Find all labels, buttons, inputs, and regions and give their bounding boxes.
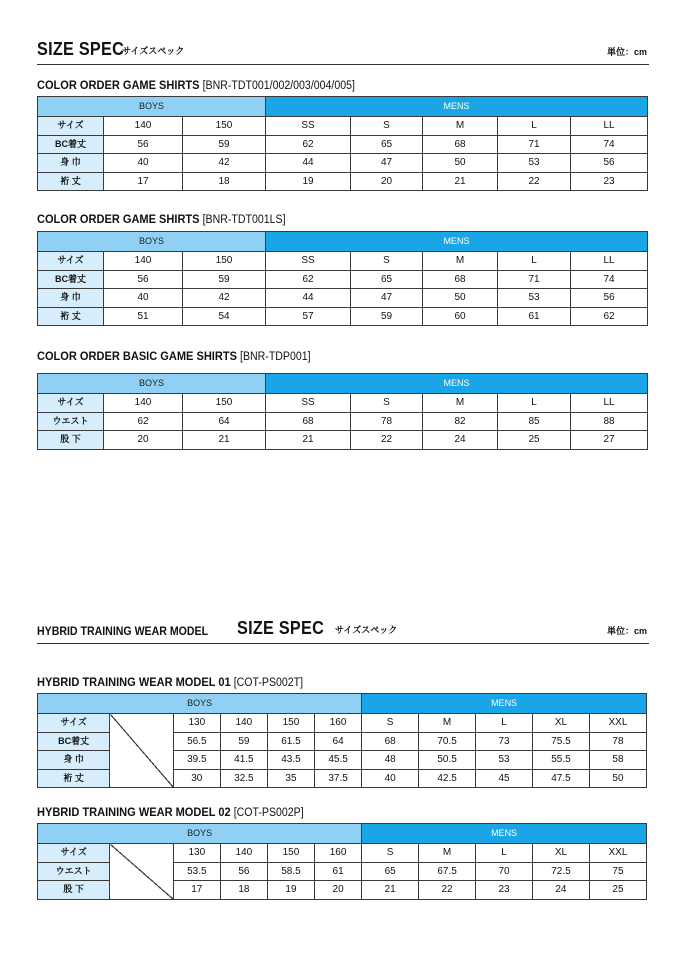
cell: 140 bbox=[104, 252, 183, 271]
boys-header: BOYS bbox=[38, 824, 362, 844]
cell: S bbox=[351, 252, 423, 271]
cell: 59 bbox=[183, 135, 266, 154]
cell: 32.5 bbox=[220, 769, 267, 788]
page-title: SIZE SPEC bbox=[37, 39, 125, 59]
cell: 57 bbox=[266, 307, 351, 326]
hybrid-size-spec-header bbox=[37, 613, 649, 644]
cell: L bbox=[476, 844, 533, 863]
row-label: ウエスト bbox=[38, 412, 104, 431]
cell: 47.5 bbox=[532, 769, 589, 788]
cell: 71 bbox=[498, 270, 571, 289]
cell: 65 bbox=[351, 135, 423, 154]
cell: 24 bbox=[532, 881, 589, 900]
cell: 160 bbox=[315, 714, 362, 733]
section-code: [BNR-TDP001] bbox=[240, 351, 311, 363]
cell: XXL bbox=[589, 714, 646, 733]
cell: LL bbox=[571, 252, 648, 271]
cell: 60 bbox=[423, 307, 498, 326]
cell: 21 bbox=[362, 881, 419, 900]
cell: 150 bbox=[183, 394, 266, 413]
mens-header: MENS bbox=[266, 374, 648, 394]
cell: 55.5 bbox=[532, 751, 589, 770]
mens-header: MENS bbox=[266, 232, 648, 252]
cell: 160 bbox=[315, 844, 362, 863]
size-table-game-shirts bbox=[37, 96, 648, 191]
table-row bbox=[38, 714, 647, 733]
cell: M bbox=[419, 844, 476, 863]
section-code: [BNR-TDT001/002/003/004/005] bbox=[202, 80, 355, 92]
cell: 56 bbox=[104, 135, 183, 154]
cell: 59 bbox=[183, 270, 266, 289]
row-label: 裄 丈 bbox=[38, 769, 110, 788]
row-label: BC着丈 bbox=[38, 135, 104, 154]
cell: 20 bbox=[315, 881, 362, 900]
cell: 22 bbox=[351, 431, 423, 450]
table-row bbox=[38, 135, 648, 154]
cell: 30 bbox=[173, 769, 220, 788]
cell: 42.5 bbox=[419, 769, 476, 788]
header-prefix: HYBRID TRAINING WEAR MODEL bbox=[37, 626, 209, 638]
boys-header: BOYS bbox=[38, 232, 266, 252]
cell: 25 bbox=[498, 431, 571, 450]
cell: 58.5 bbox=[267, 862, 314, 881]
mens-header: MENS bbox=[362, 694, 647, 714]
cell: L bbox=[498, 117, 571, 136]
cell: 18 bbox=[220, 881, 267, 900]
cell: 56 bbox=[571, 289, 648, 308]
row-label: サイズ bbox=[38, 394, 104, 413]
cell: 45 bbox=[476, 769, 533, 788]
cell: 53 bbox=[498, 289, 571, 308]
cell: 140 bbox=[104, 117, 183, 136]
cell: 41.5 bbox=[220, 751, 267, 770]
row-label: 股 下 bbox=[38, 881, 110, 900]
cell: 18 bbox=[183, 172, 266, 191]
row-label: 股 下 bbox=[38, 431, 104, 450]
cell: 140 bbox=[104, 394, 183, 413]
cell: 56 bbox=[104, 270, 183, 289]
cell: 20 bbox=[104, 431, 183, 450]
cell: 53 bbox=[498, 154, 571, 173]
cell: 48 bbox=[362, 751, 419, 770]
section-name: HYBRID TRAINING WEAR MODEL 02 bbox=[37, 805, 231, 819]
size-table-game-shirts-ls bbox=[37, 231, 648, 326]
boys-header: BOYS bbox=[38, 374, 266, 394]
size-table-hybrid-02 bbox=[37, 823, 647, 900]
cell: 70.5 bbox=[419, 732, 476, 751]
cell: 47 bbox=[351, 289, 423, 308]
cell: 43.5 bbox=[267, 751, 314, 770]
cell: M bbox=[423, 252, 498, 271]
cell: 24 bbox=[423, 431, 498, 450]
table-row bbox=[38, 117, 648, 136]
cell: 50 bbox=[423, 289, 498, 308]
cell: 27 bbox=[571, 431, 648, 450]
cell: S bbox=[362, 714, 419, 733]
section-name: COLOR ORDER GAME SHIRTS bbox=[37, 78, 200, 92]
section-code: [BNR-TDT001LS] bbox=[202, 214, 286, 226]
section-name: HYBRID TRAINING WEAR MODEL 01 bbox=[37, 675, 231, 689]
cell: 56.5 bbox=[173, 732, 220, 751]
cell: 75 bbox=[589, 862, 646, 881]
mens-header: MENS bbox=[362, 824, 647, 844]
cell: 59 bbox=[220, 732, 267, 751]
cell: 59 bbox=[351, 307, 423, 326]
cell: 73 bbox=[476, 732, 533, 751]
cell: 53 bbox=[476, 751, 533, 770]
cell: 62 bbox=[266, 135, 351, 154]
cell: 62 bbox=[266, 270, 351, 289]
row-label: 身 巾 bbox=[38, 751, 110, 770]
cell: 50 bbox=[589, 769, 646, 788]
cell: 88 bbox=[571, 412, 648, 431]
cell: 70 bbox=[476, 862, 533, 881]
section-title-hybrid-02 bbox=[37, 805, 304, 819]
cell: 40 bbox=[104, 289, 183, 308]
cell: 58 bbox=[589, 751, 646, 770]
section-code: [COT-PS002T] bbox=[233, 677, 304, 689]
cell: 85 bbox=[498, 412, 571, 431]
cell: 51 bbox=[104, 307, 183, 326]
size-table-basic-game-shirts bbox=[37, 373, 648, 450]
table-row bbox=[38, 844, 647, 863]
cell: 17 bbox=[104, 172, 183, 191]
cell: L bbox=[498, 394, 571, 413]
cell: SS bbox=[266, 117, 351, 136]
cell: S bbox=[362, 844, 419, 863]
cell: 130 bbox=[173, 714, 220, 733]
section-name: COLOR ORDER BASIC GAME SHIRTS bbox=[37, 349, 237, 363]
cell: 39.5 bbox=[173, 751, 220, 770]
mens-header: MENS bbox=[266, 97, 648, 117]
section-code: [COT-PS002P] bbox=[233, 807, 304, 819]
cell: 22 bbox=[419, 881, 476, 900]
cell: 140 bbox=[220, 844, 267, 863]
cell: 150 bbox=[183, 252, 266, 271]
cell: 61.5 bbox=[267, 732, 314, 751]
cell: 78 bbox=[351, 412, 423, 431]
cell: 72.5 bbox=[532, 862, 589, 881]
cell: SS bbox=[266, 394, 351, 413]
cell: 78 bbox=[589, 732, 646, 751]
table-row bbox=[38, 394, 648, 413]
row-label: 身 巾 bbox=[38, 154, 104, 173]
size-table-hybrid-01 bbox=[37, 693, 647, 788]
cell: 53.5 bbox=[173, 862, 220, 881]
cell: XL bbox=[532, 714, 589, 733]
cell: 61 bbox=[498, 307, 571, 326]
cell: 75.5 bbox=[532, 732, 589, 751]
cell: 56 bbox=[220, 862, 267, 881]
cell: 65 bbox=[351, 270, 423, 289]
cell: 45.5 bbox=[315, 751, 362, 770]
cell: 25 bbox=[589, 881, 646, 900]
page-subtitle: サイズスペック bbox=[122, 46, 185, 56]
cell: 74 bbox=[571, 270, 648, 289]
cell: 23 bbox=[476, 881, 533, 900]
cell: M bbox=[419, 714, 476, 733]
cell: 82 bbox=[423, 412, 498, 431]
cell: 150 bbox=[267, 844, 314, 863]
blank-diagonal-cell bbox=[110, 714, 174, 788]
row-label: 裄 丈 bbox=[38, 307, 104, 326]
cell: 50.5 bbox=[419, 751, 476, 770]
cell: 130 bbox=[173, 844, 220, 863]
cell: XL bbox=[532, 844, 589, 863]
cell: 64 bbox=[183, 412, 266, 431]
row-label: BC着丈 bbox=[38, 270, 104, 289]
cell: 74 bbox=[571, 135, 648, 154]
cell: 40 bbox=[362, 769, 419, 788]
row-label: サイズ bbox=[38, 714, 110, 733]
cell: 65 bbox=[362, 862, 419, 881]
cell: 22 bbox=[498, 172, 571, 191]
cell: 23 bbox=[571, 172, 648, 191]
cell: M bbox=[423, 117, 498, 136]
cell: 54 bbox=[183, 307, 266, 326]
cell: L bbox=[476, 714, 533, 733]
cell: 47 bbox=[351, 154, 423, 173]
cell: 62 bbox=[104, 412, 183, 431]
cell: 68 bbox=[266, 412, 351, 431]
table-row bbox=[38, 307, 648, 326]
unit-label: 単位：cm bbox=[606, 47, 647, 57]
row-label: サイズ bbox=[38, 844, 110, 863]
cell: 21 bbox=[266, 431, 351, 450]
table-row bbox=[38, 412, 648, 431]
cell: 140 bbox=[220, 714, 267, 733]
cell: 40 bbox=[104, 154, 183, 173]
cell: 68 bbox=[423, 270, 498, 289]
cell: 62 bbox=[571, 307, 648, 326]
table-row bbox=[38, 289, 648, 308]
cell: S bbox=[351, 394, 423, 413]
table-row bbox=[38, 270, 648, 289]
boys-header: BOYS bbox=[38, 97, 266, 117]
row-label: 裄 丈 bbox=[38, 172, 104, 191]
row-label: BC着丈 bbox=[38, 732, 110, 751]
cell: 67.5 bbox=[419, 862, 476, 881]
cell: 44 bbox=[266, 289, 351, 308]
cell: 150 bbox=[267, 714, 314, 733]
cell: 42 bbox=[183, 289, 266, 308]
unit-label: 単位：cm bbox=[606, 626, 647, 636]
cell: 71 bbox=[498, 135, 571, 154]
cell: 35 bbox=[267, 769, 314, 788]
cell: 19 bbox=[267, 881, 314, 900]
cell: 20 bbox=[351, 172, 423, 191]
cell: S bbox=[351, 117, 423, 136]
section-title-basic-game-shirts bbox=[37, 349, 311, 363]
row-label: 身 巾 bbox=[38, 289, 104, 308]
cell: 56 bbox=[571, 154, 648, 173]
cell: XXL bbox=[589, 844, 646, 863]
page-title: SIZE SPEC bbox=[237, 618, 325, 638]
row-label: ウエスト bbox=[38, 862, 110, 881]
blank-diagonal-cell bbox=[110, 844, 174, 900]
size-spec-header bbox=[37, 34, 649, 65]
cell: 150 bbox=[183, 117, 266, 136]
cell: L bbox=[498, 252, 571, 271]
table-row bbox=[38, 172, 648, 191]
table-row bbox=[38, 431, 648, 450]
row-label: サイズ bbox=[38, 252, 104, 271]
cell: 61 bbox=[315, 862, 362, 881]
cell: 21 bbox=[423, 172, 498, 191]
cell: 37.5 bbox=[315, 769, 362, 788]
cell: 19 bbox=[266, 172, 351, 191]
table-row bbox=[38, 252, 648, 271]
cell: 64 bbox=[315, 732, 362, 751]
cell: LL bbox=[571, 117, 648, 136]
cell: LL bbox=[571, 394, 648, 413]
section-title-hybrid-01 bbox=[37, 675, 303, 689]
cell: M bbox=[423, 394, 498, 413]
table-row bbox=[38, 154, 648, 173]
page-subtitle: サイズスペック bbox=[335, 625, 398, 635]
cell: SS bbox=[266, 252, 351, 271]
cell: 17 bbox=[173, 881, 220, 900]
section-title-game-shirts bbox=[37, 78, 355, 92]
cell: 44 bbox=[266, 154, 351, 173]
cell: 68 bbox=[362, 732, 419, 751]
row-label: サイズ bbox=[38, 117, 104, 136]
boys-header: BOYS bbox=[38, 694, 362, 714]
cell: 42 bbox=[183, 154, 266, 173]
cell: 21 bbox=[183, 431, 266, 450]
section-title-game-shirts-ls bbox=[37, 212, 286, 226]
section-name: COLOR ORDER GAME SHIRTS bbox=[37, 212, 200, 226]
cell: 50 bbox=[423, 154, 498, 173]
cell: 68 bbox=[423, 135, 498, 154]
